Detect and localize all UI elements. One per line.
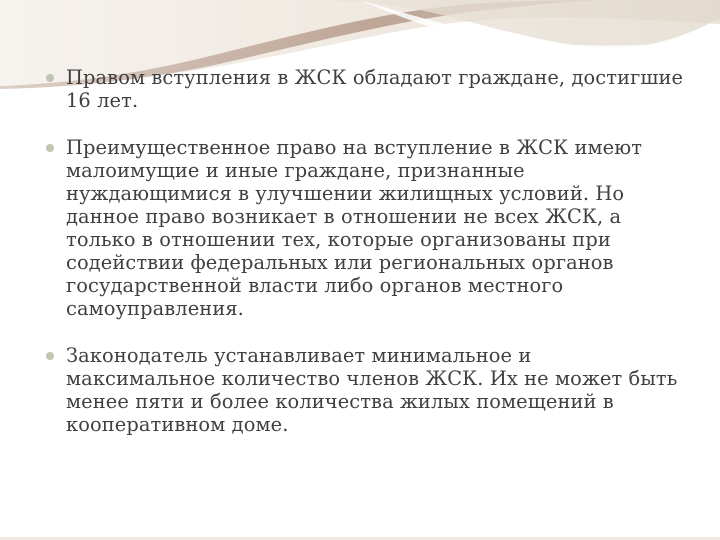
bullet-icon: [46, 352, 54, 360]
list-item: [44, 136, 684, 320]
bullet-icon: [46, 144, 54, 152]
list-item: [44, 344, 684, 436]
bullet-text: Правом вступления в ЖСК обладают граждане, достигшие 16 лет.: [66, 66, 684, 112]
bullet-text: Законодатель устанавливает минимальное и максимальное количество членов ЖСК. Их не может быть менее пяти и более количества жилых помещений в кооперативном доме.: [66, 344, 678, 436]
bullet-list: [44, 66, 684, 460]
list-item: [44, 66, 684, 112]
bullet-text: Преимущественное право на вступление в ЖСК имеют малоимущие и иные граждане, признанные нуждающимися в улучшении жилищных условий. Но данное право возникает в отношении не всех ЖСК, а только в отношении тех, которые организованы при содействии федеральных или региональных органов государственной власти либо органов местного самоуправления.: [66, 136, 643, 320]
bullet-icon: [46, 74, 54, 82]
